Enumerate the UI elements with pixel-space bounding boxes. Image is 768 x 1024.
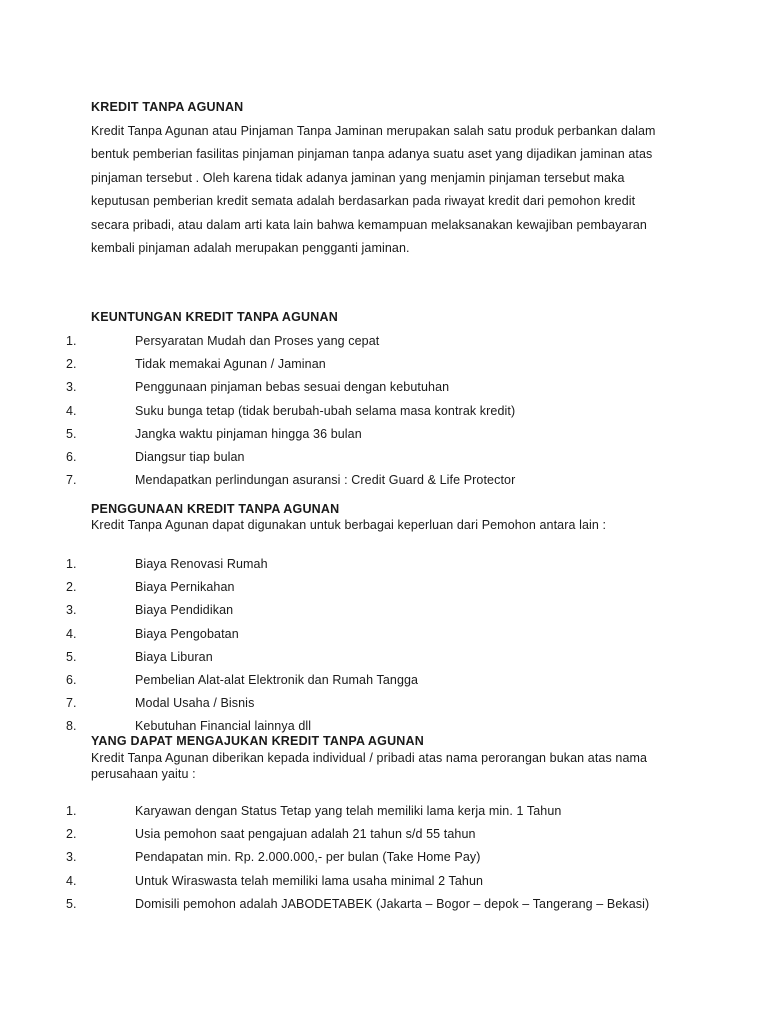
list-item [0,804,768,827]
paragraph-line: keputusan pemberian kredit semata adalah berdasarkan pada riwayat kredit dari pemohon kredit [91,194,636,209]
list-number: 6. [66,672,77,687]
list-number: 2. [66,827,77,842]
usage-intro: Kredit Tanpa Agunan dapat digunakan untuk berbagai keperluan dari Pemohon antara lain : [91,518,607,532]
list-item [0,650,768,673]
paragraph-line: Kredit Tanpa Agunan atau Pinjaman Tanpa Jaminan merupakan salah satu produk perbankan dalam [91,124,656,138]
list-text: Persyaratan Mudah dan Proses yang cepat [135,334,380,348]
eligibility-list [0,804,768,920]
list-item [0,673,768,696]
list-item [0,580,768,603]
paragraph-line: bentuk pemberian fasilitas pinjaman pinjaman tanpa adanya suatu aset yang dijadikan jaminan atas [91,147,653,162]
list-text: Pendapatan min. Rp. 2.000.000,- per bulan (Take Home Pay) [135,850,481,865]
list-text: Kebutuhan Financial lainnya dll [135,719,312,734]
section-title-yang-dapat-mengajukan: YANG DAPAT MENGAJUKAN KREDIT TANPA AGUNAN [91,734,424,748]
list-text: Biaya Renovasi Rumah [135,557,268,571]
list-item [0,627,768,650]
list-text: Biaya Pernikahan [135,580,235,595]
paragraph-line: kembali pinjaman adalah merupakan pengganti jaminan. [91,241,410,256]
list-text: Diangsur tiap bulan [135,449,245,464]
paragraph-line: pinjaman tersebut . Oleh karena tidak adanya jaminan yang menjamin pinjaman tersebut maka [91,170,625,185]
intro-line: perusahaan yaitu : [91,767,196,781]
list-text: Untuk Wiraswasta telah memiliki lama usaha minimal 2 Tahun [135,873,484,888]
list-item [0,450,768,473]
paragraph-line: secara pribadi, atau dalam arti kata lain bahwa kemampuan melaksanakan kewajiban pembayaran [91,217,647,232]
list-item [0,380,768,403]
section-title-kredit-tanpa-agunan: KREDIT TANPA AGUNAN [91,100,244,114]
list-number: 1. [66,804,77,818]
list-item [0,557,768,580]
list-text: Biaya Pengobatan [135,626,239,641]
list-number: 7. [66,473,77,488]
section-title-penggunaan: PENGGUNAAN KREDIT TANPA AGUNAN [91,502,340,516]
list-number: 3. [66,850,77,865]
definition-paragraph [91,120,691,260]
list-number: 5. [66,649,77,664]
section-title-keuntungan: KEUNTUNGAN KREDIT TANPA AGUNAN [91,310,338,324]
list-text: Mendapatkan perlindungan asuransi : Credit Guard & Life Protector [135,473,516,488]
list-number: 3. [66,380,77,395]
list-item [0,357,768,380]
list-item [0,334,768,357]
list-item [0,827,768,850]
list-number: 7. [66,696,77,711]
list-text: Jangka waktu pinjaman hingga 36 bulan [135,426,362,441]
list-number: 1. [66,334,77,348]
list-item [0,897,768,920]
list-number: 1. [66,557,77,571]
list-text: Biaya Pendidikan [135,603,234,618]
intro-line: Kredit Tanpa Agunan diberikan kepada individual / pribadi atas nama perorangan bukan atas nama [91,751,648,765]
list-item [0,696,768,719]
list-number: 2. [66,357,77,372]
list-text: Biaya Liburan [135,649,213,664]
list-number: 3. [66,603,77,618]
list-number: 4. [66,403,77,418]
list-item [0,427,768,450]
list-item [0,874,768,897]
list-text: Usia pemohon saat pengajuan adalah 21 tahun s/d 55 tahun [135,827,476,842]
list-item [0,473,768,496]
list-item [0,850,768,873]
list-text: Domisili pemohon adalah JABODETABEK (Jakarta – Bogor – depok – Tangerang – Bekasi) [135,896,650,911]
list-item [0,603,768,626]
list-text: Pembelian Alat-alat Elektronik dan Rumah Tangga [135,672,419,687]
list-text: Penggunaan pinjaman bebas sesuai dengan kebutuhan [135,380,450,395]
list-number: 8. [66,719,77,734]
usage-list [0,557,768,743]
list-number: 6. [66,449,77,464]
list-text: Tidak memakai Agunan / Jaminan [135,357,326,372]
list-number: 4. [66,626,77,641]
list-item [0,404,768,427]
list-number: 2. [66,580,77,595]
list-text: Suku bunga tetap (tidak berubah-ubah selama masa kontrak kredit) [135,403,516,418]
list-number: 4. [66,873,77,888]
list-text: Modal Usaha / Bisnis [135,696,255,711]
benefits-list [0,334,768,496]
list-number: 5. [66,896,77,911]
list-number: 5. [66,426,77,441]
list-text: Karyawan dengan Status Tetap yang telah memiliki lama kerja min. 1 Tahun [135,804,562,818]
eligibility-intro [91,750,691,782]
